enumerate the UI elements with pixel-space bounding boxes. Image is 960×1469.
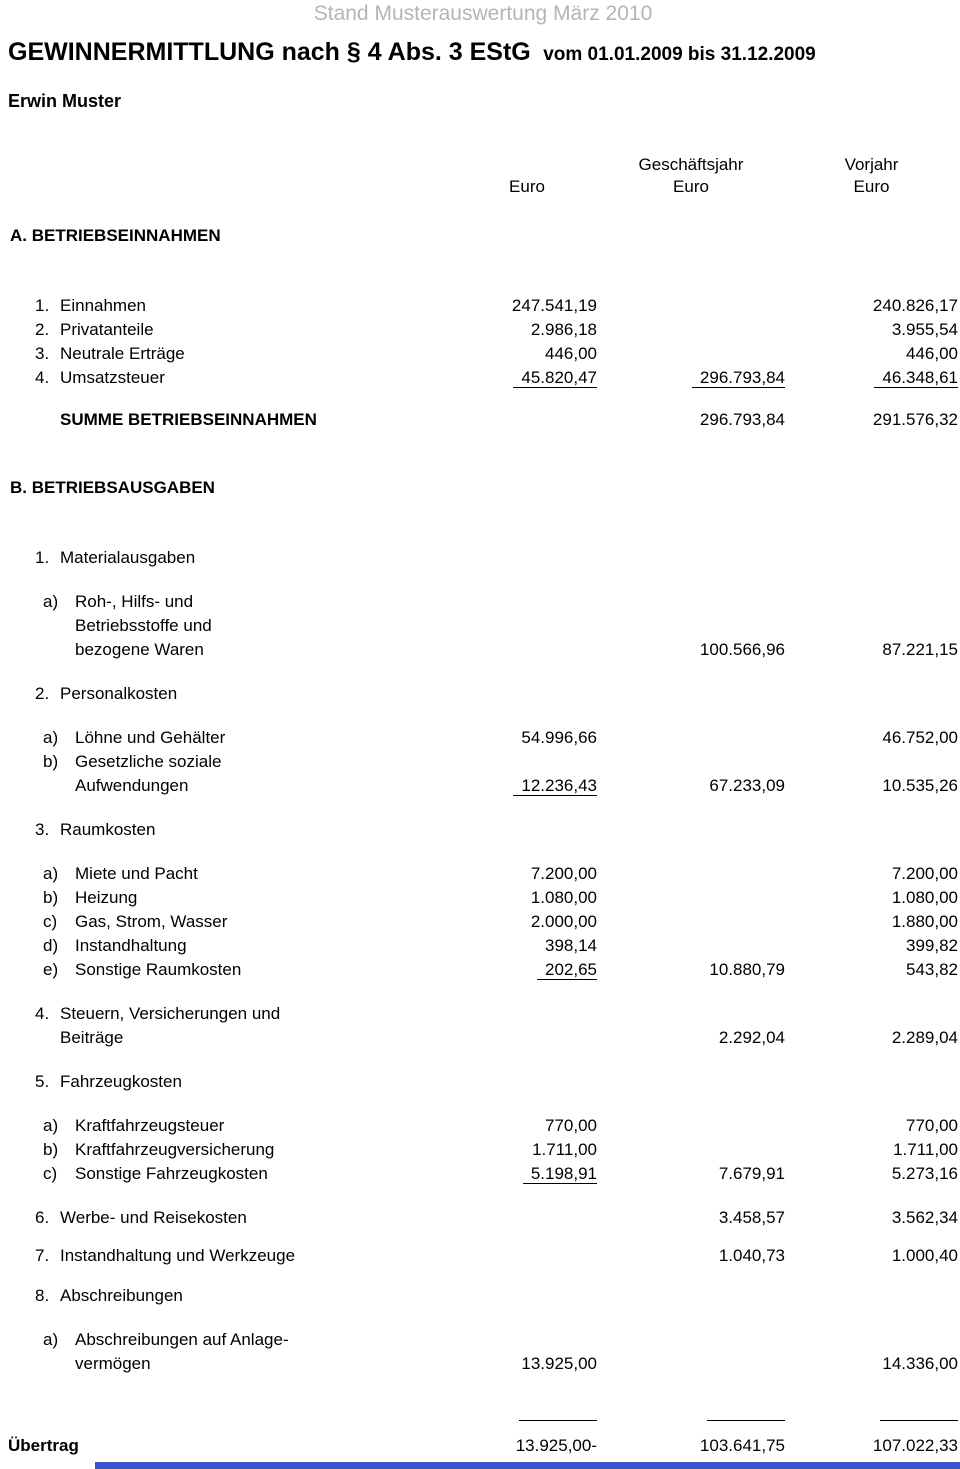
row-col3 xyxy=(785,1434,958,1458)
row-col3 xyxy=(785,774,958,798)
row-label-cell xyxy=(8,546,457,570)
row-number: e) xyxy=(43,960,59,979)
row-label: A. BETRIEBSEINNAHMEN xyxy=(10,226,221,245)
amount-value: 54.996,66 xyxy=(521,728,597,747)
amount-value: 770,00 xyxy=(545,1116,597,1135)
row-col3 xyxy=(785,934,958,958)
row-label-cell xyxy=(8,342,457,366)
amount-value: 1.711,00 xyxy=(532,1140,597,1159)
report-row xyxy=(8,862,958,886)
row-col1 xyxy=(457,1404,597,1428)
row-label: Abschreibungen auf Anlage- xyxy=(75,1330,289,1349)
row-col3 xyxy=(785,342,958,366)
row-col3 xyxy=(785,318,958,342)
row-col2 xyxy=(597,934,785,958)
row-label: Sonstige Fahrzeugkosten xyxy=(75,1164,268,1183)
row-col1 xyxy=(457,1070,597,1094)
amount-value: 399,82 xyxy=(906,936,958,955)
amount-value: 7.200,00 xyxy=(530,864,597,883)
row-col1 xyxy=(457,638,597,662)
row-col2 xyxy=(597,750,785,774)
amount-value: 103.641,75 xyxy=(699,1436,785,1455)
row-col1 xyxy=(457,1352,597,1376)
report-title-period: vom 01.01.2009 bis 31.12.2009 xyxy=(543,44,816,65)
row-col3 xyxy=(785,590,958,614)
amount-value: 87.221,15 xyxy=(882,640,958,659)
amount-value: 446,00 xyxy=(906,344,958,363)
row-col2 xyxy=(597,366,785,390)
row-number: b) xyxy=(43,752,59,771)
row-col3 xyxy=(785,1070,958,1094)
amount-value: 1.040,73 xyxy=(718,1246,785,1265)
row-number: 3. xyxy=(35,820,50,839)
row-label-cell xyxy=(8,1070,457,1094)
report-row xyxy=(8,590,958,614)
amount-value: 10.880,79 xyxy=(709,960,785,979)
row-label-cell xyxy=(8,1026,457,1050)
row-col2 xyxy=(597,1162,785,1186)
report-row xyxy=(8,1138,958,1162)
row-col3 xyxy=(785,1138,958,1162)
row-number: a) xyxy=(43,728,59,747)
amount-value: 2.289,04 xyxy=(891,1028,958,1047)
row-label-cell xyxy=(8,1138,457,1162)
row-label: Gas, Strom, Wasser xyxy=(75,912,228,931)
row-col2 xyxy=(597,614,785,638)
report-row xyxy=(8,1206,958,1230)
row-col2 xyxy=(597,590,785,614)
row-number: 1. xyxy=(35,548,50,567)
row-col3 xyxy=(785,638,958,662)
report-row xyxy=(8,1162,958,1186)
row-label: Abschreibungen xyxy=(60,1286,183,1305)
amount-value: 67.233,09 xyxy=(709,776,785,795)
report-row xyxy=(8,726,958,750)
row-col2 xyxy=(597,958,785,982)
amount-value: 10.535,26 xyxy=(882,776,958,795)
row-col2 xyxy=(597,910,785,934)
report-row xyxy=(8,1244,958,1268)
row-col3 xyxy=(785,294,958,318)
row-label: Raumkosten xyxy=(60,820,156,839)
row-number: 2. xyxy=(35,684,50,703)
amount-value: 13.925,00- xyxy=(515,1436,597,1455)
row-col3 xyxy=(785,1206,958,1230)
report-row xyxy=(8,682,958,706)
report-row xyxy=(8,318,958,342)
report-row xyxy=(8,958,958,982)
row-col1 xyxy=(457,476,597,500)
row-col2 xyxy=(597,1434,785,1458)
row-col1 xyxy=(457,910,597,934)
row-col3 xyxy=(785,1162,958,1186)
amount-value: 46.348,61 xyxy=(874,368,958,388)
amount-value: 1.711,00 xyxy=(893,1140,958,1159)
row-number: a) xyxy=(43,1330,59,1349)
row-label: Sonstige Raumkosten xyxy=(75,960,242,979)
row-col3 xyxy=(785,726,958,750)
row-col2 xyxy=(597,774,785,798)
row-col1 xyxy=(457,958,597,982)
row-label-cell xyxy=(8,862,457,886)
row-col1 xyxy=(457,614,597,638)
row-number: 3. xyxy=(35,344,50,363)
amount-value: 770,00 xyxy=(906,1116,958,1135)
report-row xyxy=(8,1404,958,1428)
row-label-cell xyxy=(8,726,457,750)
row-col2 xyxy=(597,886,785,910)
amount-value: 291.576,32 xyxy=(872,410,958,429)
row-col3 xyxy=(785,1002,958,1026)
report-row xyxy=(8,1070,958,1094)
row-col2 xyxy=(597,638,785,662)
row-col3 xyxy=(785,862,958,886)
report-row xyxy=(8,1284,958,1308)
amount-value: 398,14 xyxy=(545,936,597,955)
amount-value: 247.541,19 xyxy=(511,296,597,315)
row-label-cell xyxy=(8,1328,457,1352)
row-col1 xyxy=(457,818,597,842)
row-label: Instandhaltung und Werkzeuge xyxy=(60,1246,296,1265)
row-col1 xyxy=(457,750,597,774)
row-col3 xyxy=(785,958,958,982)
row-label-cell xyxy=(8,682,457,706)
row-label-cell xyxy=(8,318,457,342)
column-header-row-years xyxy=(8,154,958,176)
row-number: 4. xyxy=(35,368,50,387)
report-title xyxy=(8,38,958,67)
row-label-cell xyxy=(8,1206,457,1230)
row-col2 xyxy=(597,1244,785,1268)
row-col1 xyxy=(457,682,597,706)
row-col1 xyxy=(457,1244,597,1268)
row-col2 xyxy=(597,1284,785,1308)
row-col3 xyxy=(785,224,958,248)
row-col1 xyxy=(457,366,597,390)
amount-value: 1.880,00 xyxy=(891,912,958,931)
amount-value: 543,82 xyxy=(906,960,958,979)
row-col1 xyxy=(457,224,597,248)
row-col3 xyxy=(785,1244,958,1268)
row-number: b) xyxy=(43,888,59,907)
amount-value: 13.925,00 xyxy=(521,1354,597,1373)
row-col2 xyxy=(597,1328,785,1352)
row-label-cell xyxy=(8,1002,457,1026)
report-row xyxy=(8,614,958,638)
row-label-cell xyxy=(8,366,457,390)
row-label-cell xyxy=(8,638,457,662)
row-label-cell xyxy=(8,590,457,614)
amount-value: 202,65 xyxy=(537,960,597,980)
row-col2 xyxy=(597,1114,785,1138)
row-col1 xyxy=(457,318,597,342)
report-row xyxy=(8,546,958,570)
report-title-main: GEWINNERMITTLUNG nach § 4 Abs. 3 EStG xyxy=(8,38,531,66)
row-col3 xyxy=(785,1026,958,1050)
row-col3 xyxy=(785,886,958,910)
row-label-cell xyxy=(8,1434,457,1458)
col-header-vorjahr: Vorjahr xyxy=(844,155,899,174)
row-label: Materialausgaben xyxy=(60,548,196,567)
row-label: B. BETRIEBSAUSGABEN xyxy=(10,478,215,497)
row-col3 xyxy=(785,614,958,638)
amount-value: 7.200,00 xyxy=(891,864,958,883)
row-number: c) xyxy=(43,912,58,931)
row-col1 xyxy=(457,886,597,910)
column-headers xyxy=(8,154,958,198)
footer-accent-bar xyxy=(95,1462,960,1469)
row-label: Privatanteile xyxy=(60,320,154,339)
row-col1 xyxy=(457,546,597,570)
row-number: a) xyxy=(43,592,59,611)
row-label-cell xyxy=(8,1284,457,1308)
row-label: Umsatzsteuer xyxy=(60,368,165,387)
row-label-cell xyxy=(8,614,457,638)
report-row xyxy=(8,886,958,910)
row-col1 xyxy=(457,1114,597,1138)
row-label: Gesetzliche soziale xyxy=(75,752,222,771)
row-label-cell xyxy=(8,408,457,432)
person-name: Erwin Muster xyxy=(8,91,122,111)
amount-value: 2.000,00 xyxy=(530,912,597,931)
report-rows xyxy=(8,224,958,1458)
row-number: a) xyxy=(43,1116,59,1135)
row-number: 2. xyxy=(35,320,50,339)
row-number: 5. xyxy=(35,1072,50,1091)
row-label: Werbe- und Reisekosten xyxy=(60,1208,247,1227)
row-label: Instandhaltung xyxy=(75,936,187,955)
row-number: c) xyxy=(43,1164,58,1183)
amount-value: 1.080,00 xyxy=(530,888,597,907)
row-col1 xyxy=(457,590,597,614)
row-col2 xyxy=(597,818,785,842)
column-header-row-euro xyxy=(8,176,958,198)
row-col3 xyxy=(785,408,958,432)
row-col2 xyxy=(597,726,785,750)
row-number: b) xyxy=(43,1140,59,1159)
row-col2 xyxy=(597,682,785,706)
row-label-cell xyxy=(8,750,457,774)
row-col3 xyxy=(785,1284,958,1308)
row-label: Heizung xyxy=(75,888,138,907)
row-number: d) xyxy=(43,936,59,955)
report-row xyxy=(8,1434,958,1458)
row-col3 xyxy=(785,1328,958,1352)
amount-value: 45.820,47 xyxy=(513,368,597,388)
row-label-cell xyxy=(8,1244,457,1268)
amount-value: 5.273,16 xyxy=(891,1164,958,1183)
row-number: 6. xyxy=(35,1208,50,1227)
row-label-cell xyxy=(8,818,457,842)
report-row xyxy=(8,366,958,390)
row-col2 xyxy=(597,294,785,318)
row-number: a) xyxy=(43,864,59,883)
amount-value: 3.955,54 xyxy=(891,320,958,339)
row-label: Roh-, Hilfs- und xyxy=(75,592,194,611)
amount-value: 1.080,00 xyxy=(891,888,958,907)
row-label-cell xyxy=(8,294,457,318)
row-col3 xyxy=(785,750,958,774)
row-col2 xyxy=(597,1206,785,1230)
row-col1 xyxy=(457,1026,597,1050)
amount-value: 107.022,33 xyxy=(872,1436,958,1455)
row-col3 xyxy=(785,1114,958,1138)
report-row xyxy=(8,1026,958,1050)
report-row xyxy=(8,224,958,248)
row-col2 xyxy=(597,1070,785,1094)
report-row xyxy=(8,1352,958,1376)
row-label-cell xyxy=(8,224,457,248)
row-label: Neutrale Erträge xyxy=(60,344,185,363)
row-col3 xyxy=(785,818,958,842)
amount-value: 3.562,34 xyxy=(891,1208,958,1227)
watermark-text: Stand Musterauswertung März 2010 xyxy=(313,2,653,25)
amount-value: 2.292,04 xyxy=(718,1028,785,1047)
row-col2 xyxy=(597,342,785,366)
report-row xyxy=(8,476,958,500)
report-row xyxy=(8,934,958,958)
row-col3 xyxy=(785,366,958,390)
row-col3 xyxy=(785,1404,958,1428)
row-label-cell xyxy=(8,934,457,958)
row-col3 xyxy=(785,546,958,570)
col-header-spacer xyxy=(8,176,457,198)
row-col2 xyxy=(597,1002,785,1026)
col-header-geschaeftsjahr: Geschäftsjahr xyxy=(638,155,744,174)
row-label: Betriebsstoffe und xyxy=(75,616,212,635)
report-row xyxy=(8,818,958,842)
report-row xyxy=(8,1328,958,1352)
amount-value: 296.793,84 xyxy=(699,410,785,429)
row-number: 8. xyxy=(35,1286,50,1305)
amount-value: 14.336,00 xyxy=(882,1354,958,1373)
report-row xyxy=(8,408,958,432)
report-row xyxy=(8,638,958,662)
row-label: Personalkosten xyxy=(60,684,178,703)
row-col2 xyxy=(597,318,785,342)
report-row xyxy=(8,1114,958,1138)
row-label-cell xyxy=(8,958,457,982)
row-label: Beiträge xyxy=(60,1028,124,1047)
row-col1 xyxy=(457,934,597,958)
row-number: 4. xyxy=(35,1004,50,1023)
row-col1 xyxy=(457,1002,597,1026)
row-col3 xyxy=(785,682,958,706)
row-col3 xyxy=(785,1352,958,1376)
row-col1 xyxy=(457,1434,597,1458)
subtotal-rule xyxy=(880,1405,958,1421)
amount-value: 12.236,43 xyxy=(513,776,597,796)
row-label-cell xyxy=(8,1162,457,1186)
row-label-cell xyxy=(8,1404,457,1428)
row-col2 xyxy=(597,1352,785,1376)
row-label: Steuern, Versicherungen und xyxy=(60,1004,281,1023)
amount-value: 46.752,00 xyxy=(882,728,958,747)
amount-value: 240.826,17 xyxy=(872,296,958,315)
row-col2 xyxy=(597,1138,785,1162)
row-label: bezogene Waren xyxy=(75,640,204,659)
row-col3 xyxy=(785,910,958,934)
row-col1 xyxy=(457,342,597,366)
amount-value: 5.198,91 xyxy=(523,1164,597,1184)
row-col1 xyxy=(457,1328,597,1352)
col-header-spacer xyxy=(457,154,597,176)
row-col1 xyxy=(457,1138,597,1162)
row-col2 xyxy=(597,1404,785,1428)
row-label-cell xyxy=(8,910,457,934)
report-row xyxy=(8,294,958,318)
col-header-euro-3: Euro xyxy=(853,177,890,196)
row-label-cell xyxy=(8,1114,457,1138)
row-col2 xyxy=(597,224,785,248)
subtotal-rule xyxy=(707,1405,785,1421)
row-label-cell xyxy=(8,886,457,910)
report-row xyxy=(8,1002,958,1026)
row-col1 xyxy=(457,862,597,886)
row-label-cell xyxy=(8,774,457,798)
amount-value: 2.986,18 xyxy=(530,320,597,339)
row-label: SUMME BETRIEBSEINNAHMEN xyxy=(60,410,317,429)
row-label: Miete und Pacht xyxy=(75,864,198,883)
report-row xyxy=(8,750,958,774)
row-label: Aufwendungen xyxy=(75,776,189,795)
row-col1 xyxy=(457,408,597,432)
row-col2 xyxy=(597,408,785,432)
col-header-euro-2: Euro xyxy=(673,177,709,196)
row-number: 7. xyxy=(35,1246,50,1265)
row-col2 xyxy=(597,1026,785,1050)
row-label: Einnahmen xyxy=(60,296,147,315)
subtotal-rule xyxy=(519,1405,597,1421)
report-row xyxy=(8,342,958,366)
row-col2 xyxy=(597,476,785,500)
amount-value: 446,00 xyxy=(545,344,597,363)
col-header-euro-1: Euro xyxy=(509,177,545,196)
amount-value: 1.000,40 xyxy=(891,1246,958,1265)
amount-value: 7.679,91 xyxy=(718,1164,785,1183)
row-label: Kraftfahrzeugversicherung xyxy=(75,1140,275,1159)
row-col3 xyxy=(785,476,958,500)
row-col1 xyxy=(457,774,597,798)
row-number: 1. xyxy=(35,296,50,315)
row-col1 xyxy=(457,1284,597,1308)
row-label: Fahrzeugkosten xyxy=(60,1072,182,1091)
row-label-cell xyxy=(8,1352,457,1376)
row-col2 xyxy=(597,546,785,570)
col-header-spacer xyxy=(8,154,457,176)
report-row xyxy=(8,774,958,798)
amount-value: 100.566,96 xyxy=(699,640,785,659)
row-col1 xyxy=(457,1206,597,1230)
row-col1 xyxy=(457,294,597,318)
report-row xyxy=(8,910,958,934)
row-label: vermögen xyxy=(75,1354,151,1373)
row-col1 xyxy=(457,1162,597,1186)
row-col1 xyxy=(457,726,597,750)
amount-value: 296.793,84 xyxy=(692,368,785,388)
row-label: Übertrag xyxy=(8,1436,79,1455)
row-label: Löhne und Gehälter xyxy=(75,728,226,747)
amount-value: 3.458,57 xyxy=(718,1208,785,1227)
row-label-cell xyxy=(8,476,457,500)
row-label: Kraftfahrzeugsteuer xyxy=(75,1116,225,1135)
row-col2 xyxy=(597,862,785,886)
